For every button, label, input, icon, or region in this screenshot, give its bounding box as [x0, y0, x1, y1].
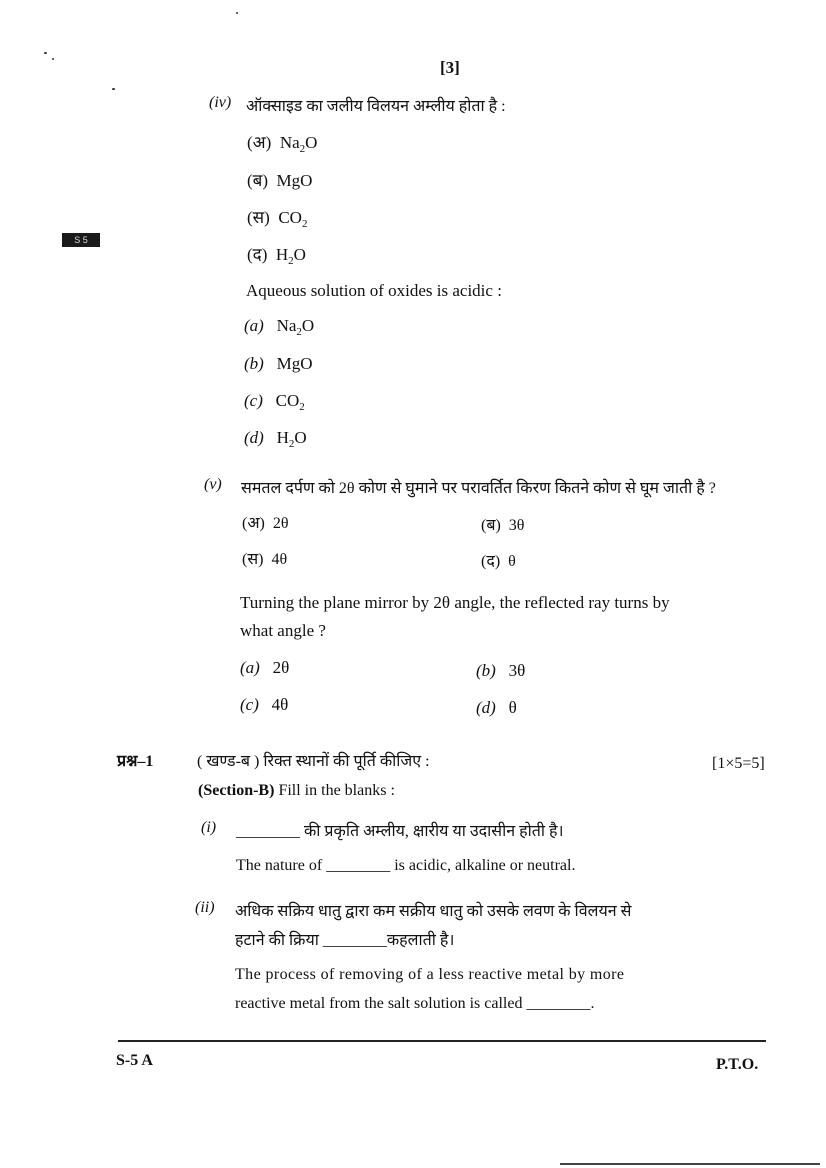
- question-hindi: समतल दर्पण को 2θ कोण से घुमाने पर परावर्तित किरण कितने कोण से घूम जाती है ?: [241, 480, 716, 497]
- blank: ________: [236, 823, 300, 840]
- item-text: हटाने की क्रिया: [235, 932, 319, 949]
- option-hindi-a: [247, 130, 317, 153]
- option-label: (c): [244, 391, 263, 410]
- option-hindi-c: [242, 547, 287, 569]
- marks: [1×5=5]: [712, 755, 765, 772]
- footer-pto: P.T.O.: [716, 1056, 759, 1073]
- question-label: प्रश्न–1: [117, 753, 154, 770]
- option-english-b: [244, 354, 312, 374]
- option-english-a: [244, 316, 314, 336]
- option-label: (b): [244, 354, 264, 373]
- item-english: [236, 857, 575, 875]
- option-english-d: [476, 698, 517, 718]
- option-hindi-d: [481, 549, 516, 571]
- section-heading-hindi: ( खण्ड-ब ) रिक्त स्थानों की पूर्ति कीजिए :: [197, 753, 430, 770]
- option-english-a: [240, 658, 289, 678]
- option-value: $Na_2O$: [279, 133, 318, 155]
- option-hindi-a: [242, 511, 289, 533]
- section-instruction: Fill in the blanks :: [278, 782, 395, 799]
- option-label: (d): [244, 428, 264, 447]
- question-english-line2: what angle ?: [240, 621, 326, 640]
- item-hindi-line2: [235, 928, 454, 950]
- item-text: .: [590, 995, 595, 1012]
- question-hindi: ऑक्साइड का जलीय विलयन अम्लीय होता है :: [246, 98, 506, 115]
- item-number: (i): [201, 819, 217, 836]
- option-label: (स): [242, 551, 264, 568]
- option-english-d: [244, 428, 307, 448]
- scan-speck: [44, 52, 47, 54]
- option-value: 2θ: [272, 515, 289, 532]
- option-label: (b): [476, 661, 496, 680]
- option-value: 3θ: [508, 517, 525, 534]
- page-number: [3]: [440, 58, 460, 77]
- option-hindi-c: [247, 205, 307, 228]
- blank: ________: [326, 857, 391, 874]
- option-value: θ: [508, 553, 516, 570]
- option-label: (द): [481, 553, 501, 570]
- option-label: (द): [247, 245, 268, 264]
- item-text: is acidic, alkaline or neutral.: [394, 857, 576, 874]
- option-value: θ: [508, 698, 517, 717]
- option-label: (अ): [247, 133, 272, 152]
- question-english: Aqueous solution of oxides is acidic :: [246, 281, 502, 300]
- question-number: (v): [204, 476, 222, 493]
- option-english-c: [240, 695, 288, 715]
- option-value: $CO_2$: [275, 391, 305, 413]
- side-tag: S 5: [62, 233, 100, 247]
- item-number: (ii): [195, 899, 215, 916]
- option-value: 2θ: [272, 658, 290, 677]
- section-heading-english: [198, 782, 395, 800]
- scan-speck: [52, 58, 54, 60]
- option-label: (अ): [242, 515, 265, 532]
- section-label: (Section-B): [198, 782, 275, 799]
- option-hindi-d: [247, 242, 306, 265]
- blank: ________: [526, 995, 591, 1012]
- option-value: $CO_2$: [278, 208, 308, 230]
- scan-edge-line: [560, 1163, 820, 1165]
- item-hindi-line1: अधिक सक्रिय धातु द्वारा कम सक्रीय धातु को उसके लवण के विलयन से: [235, 903, 632, 920]
- scan-speck: [236, 12, 238, 14]
- footer-code: S-5 A: [116, 1052, 153, 1069]
- option-value: $H_2O$: [276, 428, 307, 450]
- question-english-line1: Turning the plane mirror by 2θ angle, the reflected ray turns by: [240, 593, 670, 612]
- option-value: MgO: [276, 171, 313, 190]
- option-label: (ब): [481, 517, 501, 534]
- option-value: 4θ: [271, 695, 289, 714]
- option-label: (c): [240, 695, 259, 714]
- item-text: कहलाती है।: [386, 932, 455, 949]
- option-value: 3θ: [508, 661, 526, 680]
- item-text: की प्रकृति अम्लीय, क्षारीय या उदासीन होती है।: [304, 823, 564, 840]
- option-value: MgO: [276, 354, 313, 373]
- option-value: $H_2O$: [275, 245, 306, 267]
- question-number: (iv): [209, 94, 232, 111]
- item-hindi: [236, 819, 564, 841]
- blank: ________: [322, 932, 387, 949]
- item-text: reactive metal from the salt solution is called: [235, 995, 523, 1012]
- footer-rule: [118, 1040, 766, 1042]
- option-english-c: [244, 391, 305, 411]
- item-english-line1: The process of removing of a less reactive metal by more: [235, 966, 625, 983]
- option-label: (ब): [247, 171, 269, 190]
- item-english-line2: [235, 995, 594, 1013]
- item-text: The nature of: [236, 857, 323, 874]
- scan-speck: [112, 88, 115, 90]
- option-hindi-b: [481, 513, 524, 535]
- option-value: 4θ: [271, 551, 288, 568]
- option-label: (d): [476, 698, 496, 717]
- option-label: (a): [244, 316, 264, 335]
- option-value: $Na_2O$: [276, 316, 315, 338]
- option-english-b: [476, 661, 525, 681]
- option-hindi-b: [247, 168, 312, 191]
- option-label: (a): [240, 658, 260, 677]
- option-label: (स): [247, 208, 270, 227]
